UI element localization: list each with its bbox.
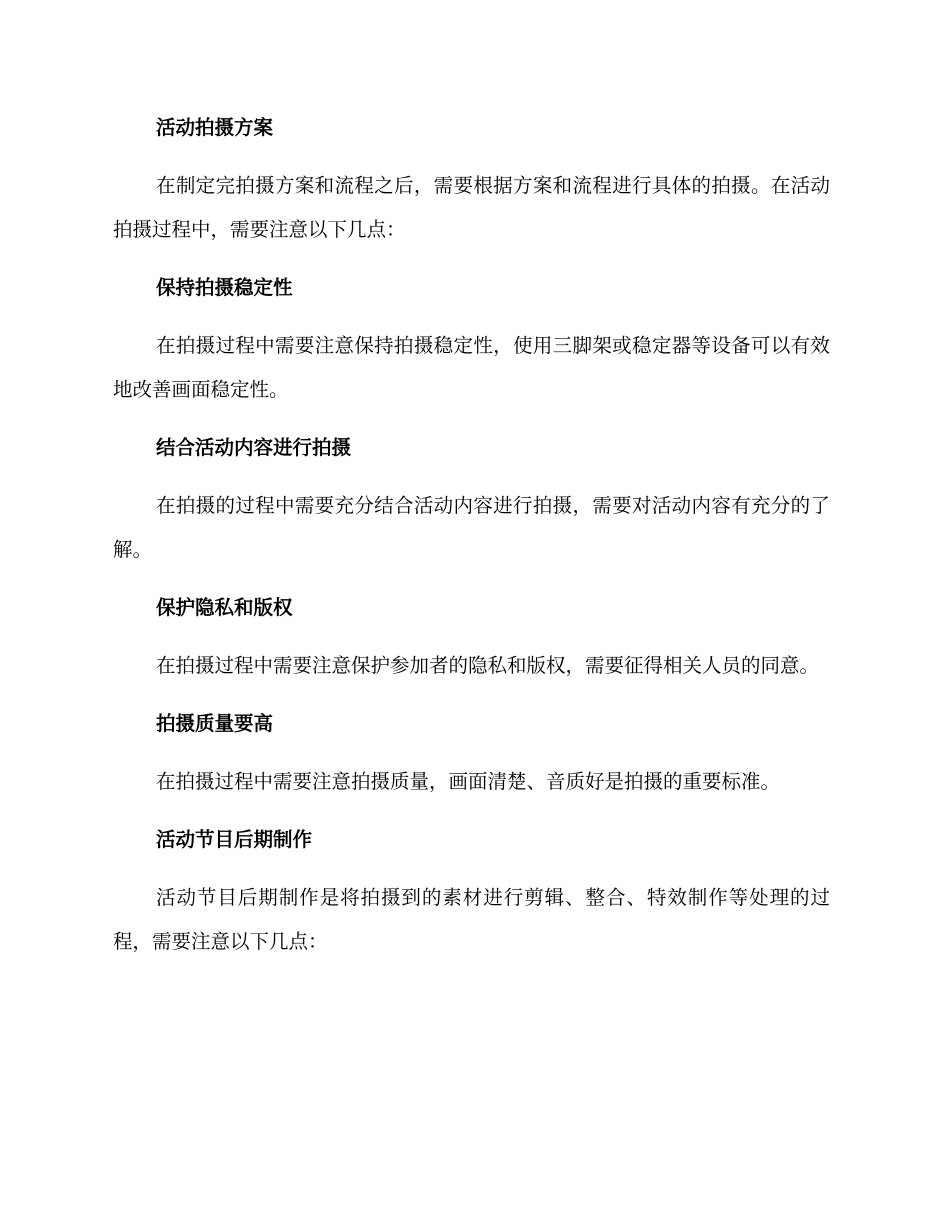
section-heading: 保持拍摄稳定性 <box>156 276 293 299</box>
section-paragraph: 活动节目后期制作是将拍摄到的素材进行剪辑、整合、特效制作等处理的过程，需要注意以下几点： <box>113 886 830 953</box>
section-heading: 活动拍摄方案 <box>156 116 274 139</box>
section-paragraph: 在拍摄过程中需要注意保护参加者的隐私和版权，需要征得相关人员的同意。 <box>156 654 820 677</box>
section-paragraph: 在制定完拍摄方案和流程之后，需要根据方案和流程进行具体的拍摄。在活动拍摄过程中，需要注意以下几点： <box>113 174 830 241</box>
section-paragraph: 在拍摄过程中需要注意拍摄质量，画面清楚、音质好是拍摄的重要标准。 <box>156 770 781 793</box>
document-body <box>113 108 830 964</box>
section-paragraph: 在拍摄过程中需要注意保持拍摄稳定性，使用三脚架或稳定器等设备可以有效地改善画面稳定性。 <box>113 334 830 401</box>
section-paragraph: 在拍摄的过程中需要充分结合活动内容进行拍摄，需要对活动内容有充分的了解。 <box>113 494 830 561</box>
section-heading: 结合活动内容进行拍摄 <box>156 436 352 459</box>
section-heading: 拍摄质量要高 <box>156 712 274 735</box>
section-heading: 活动节目后期制作 <box>156 828 313 851</box>
section-heading: 保护隐私和版权 <box>156 596 293 619</box>
